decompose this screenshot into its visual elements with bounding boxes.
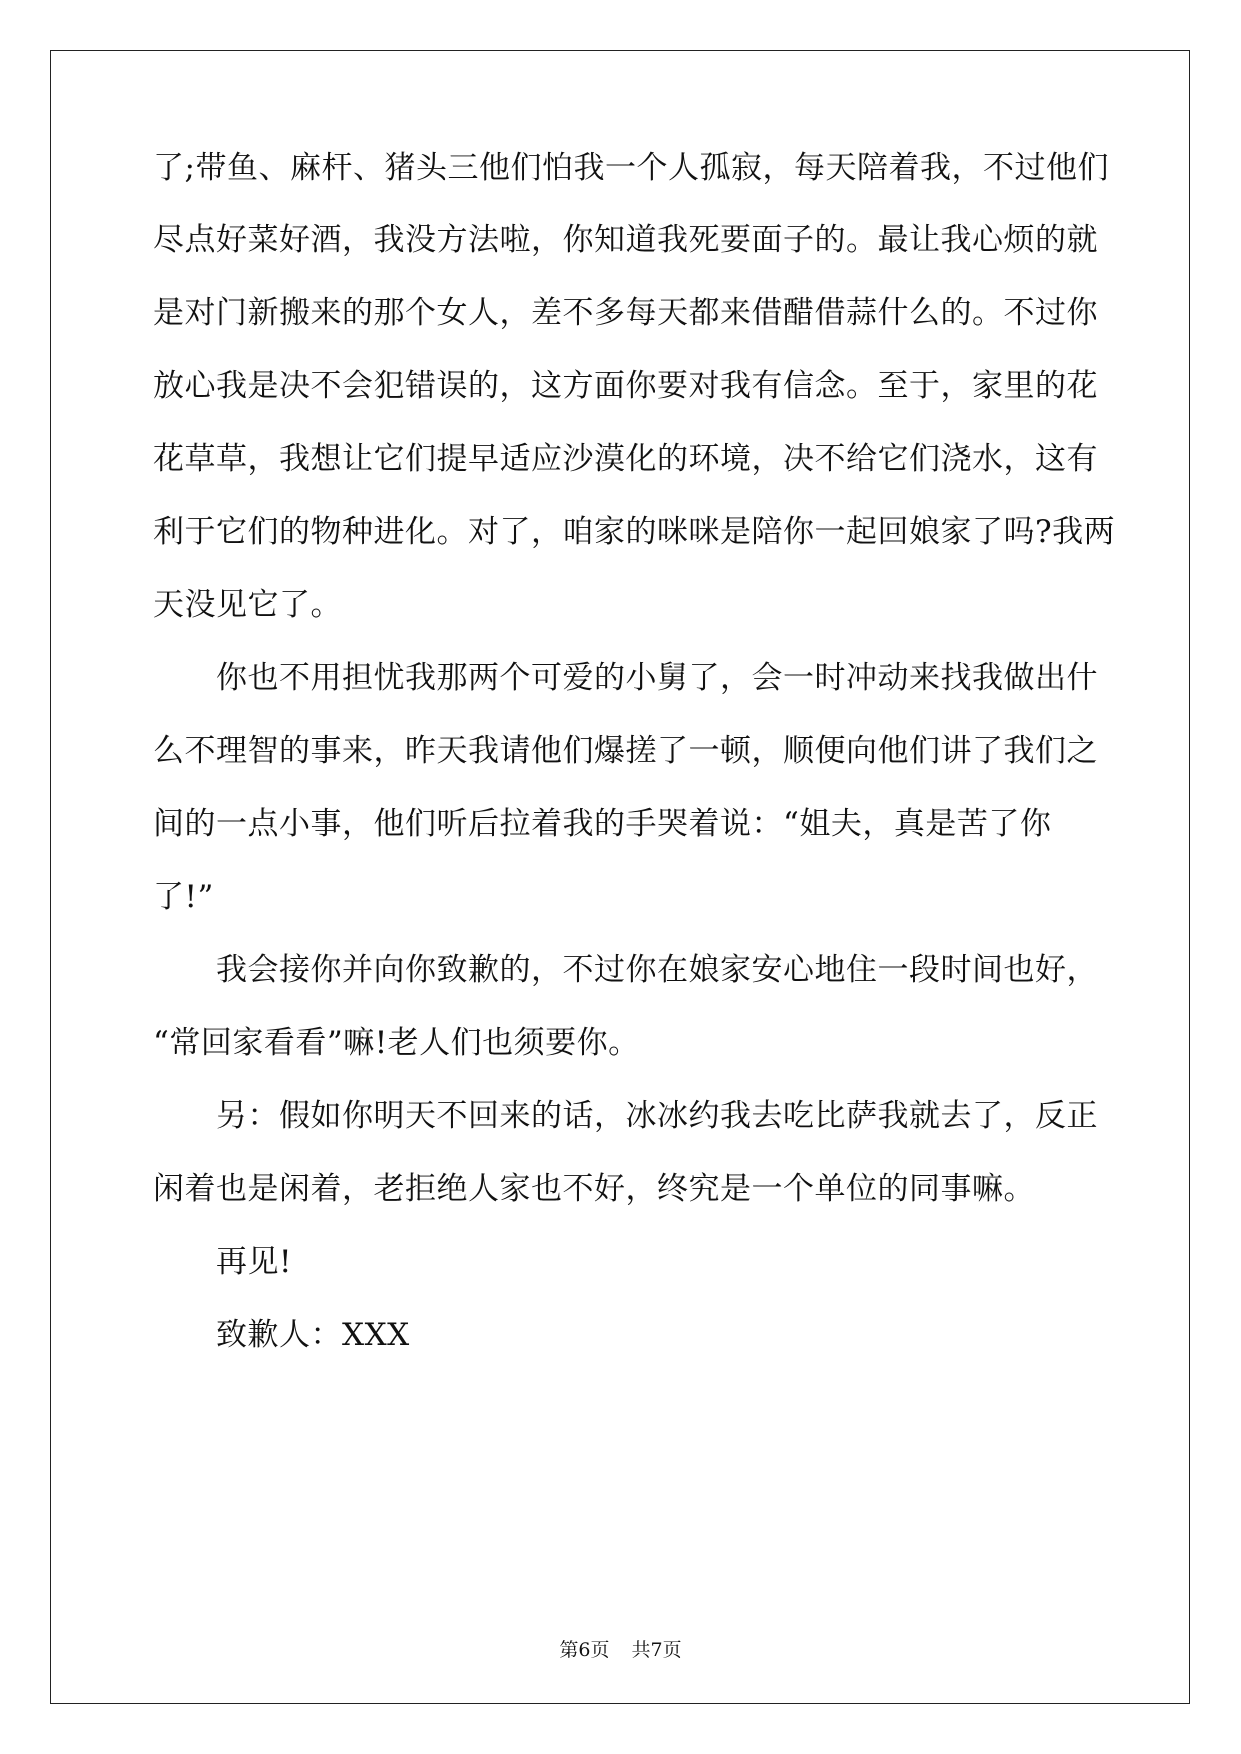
text-line: 了!” xyxy=(153,879,214,915)
paragraph-start-line: 另：假如你明天不回来的话，冰冰约我去吃比萨我就去了，反正 xyxy=(153,1098,1098,1134)
text-line: 么不理智的事来，昨天我请他们爆搓了一顿，顺便向他们讲了我们之 xyxy=(153,733,1098,769)
closing-line: 再见! xyxy=(153,1244,292,1280)
text-line: 利于它们的物种进化。对了，咱家的咪咪是陪你一起回娘家了吗?我两 xyxy=(153,514,1116,550)
page-number-current: 第6页 xyxy=(559,1639,610,1661)
text-line: 天没见它了。 xyxy=(153,587,342,623)
text-line: 尽点好菜好酒，我没方法啦，你知道我死要面子的。最让我心烦的就 xyxy=(153,222,1098,258)
page-footer xyxy=(0,1638,1241,1662)
page-number-total: 共7页 xyxy=(631,1639,682,1661)
text-line: “常回家看看”嘛!老人们也须要你。 xyxy=(153,1025,640,1061)
text-line: 放心我是决不会犯错误的，这方面你要对我有信念。至于，家里的花 xyxy=(153,368,1098,404)
paragraph-start-line: 你也不用担忧我那两个可爱的小舅了，会一时冲动来找我做出什 xyxy=(153,660,1098,696)
paragraph-start-line: 我会接你并向你致歉的，不过你在娘家安心地住一段时间也好， xyxy=(153,952,1098,988)
text-line: 了;带鱼、麻杆、猪头三他们怕我一个人孤寂，每天陪着我，不过他们 xyxy=(153,150,1109,186)
text-line: 闲着也是闲着，老拒绝人家也不好，终究是一个单位的同事嘛。 xyxy=(153,1171,1035,1207)
signature-line: 致歉人：XXX xyxy=(153,1317,410,1353)
text-line: 花草草，我想让它们提早适应沙漠化的环境，决不给它们浇水，这有 xyxy=(153,441,1098,477)
text-line: 间的一点小事，他们听后拉着我的手哭着说：“姐夫，真是苦了你 xyxy=(153,806,1052,842)
text-line: 是对门新搬来的那个女人，差不多每天都来借醋借蒜什么的。不过你 xyxy=(153,295,1098,331)
